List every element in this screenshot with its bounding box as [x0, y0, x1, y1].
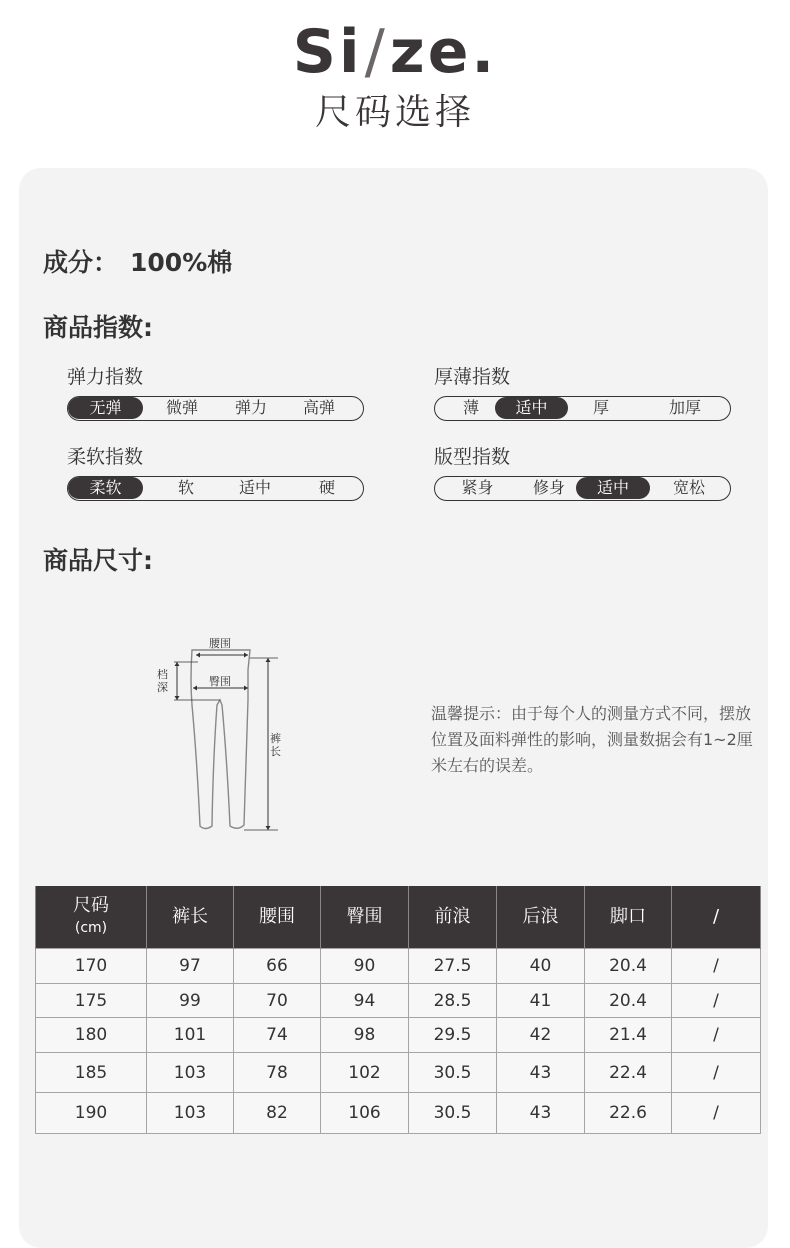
cell: 20.4 [585, 984, 672, 1018]
measurement-tip: 温馨提示：由于每个人的测量方式不同，摆放位置及面料弹性的影响，测量数据会有1~2厘米左右的误差。 [431, 704, 753, 775]
fit-option-moderate[interactable]: 适中 [576, 477, 650, 499]
fit-selector [434, 476, 731, 501]
cell: 175 [36, 984, 147, 1018]
cell: 27.5 [409, 949, 497, 984]
col-front-rise: 前浪 [409, 886, 497, 949]
cell: 74 [234, 1018, 321, 1053]
col-back-rise: 后浪 [497, 886, 585, 949]
cell: 30.5 [409, 1093, 497, 1134]
table-row [36, 1093, 761, 1134]
cell: / [672, 1018, 761, 1053]
page-title: 尺码选择 [314, 92, 475, 133]
cell: 103 [147, 1053, 234, 1093]
title-en-left: Si [292, 17, 363, 87]
title-en-slash: / [364, 17, 388, 87]
composition-value: 100%棉 [130, 248, 233, 277]
pants-outline-icon [150, 630, 290, 840]
size-table [35, 886, 761, 1134]
cell: 70 [234, 984, 321, 1018]
elasticity-selector [67, 396, 364, 421]
cell: 102 [321, 1053, 409, 1093]
col-leg-opening: 脚口 [585, 886, 672, 949]
waist-label: 腰围 [209, 637, 231, 650]
rise-label: 档深 [157, 668, 168, 694]
cell: 30.5 [409, 1053, 497, 1093]
page-header [0, 0, 790, 160]
cell: / [672, 984, 761, 1018]
thickness-option-extra-thick[interactable]: 加厚 [668, 398, 701, 417]
cell: 29.5 [409, 1018, 497, 1053]
col-size [36, 886, 147, 949]
fit-label: 版型指数 [434, 446, 511, 468]
pants-measurement-figure [150, 630, 290, 840]
softness-selector [67, 476, 364, 501]
title-en-right: ze. [389, 17, 498, 87]
cell: 103 [147, 1093, 234, 1134]
softness-option-moderate[interactable]: 适中 [238, 478, 271, 497]
composition [43, 243, 232, 279]
softness-label: 柔软指数 [67, 446, 144, 468]
cell: 180 [36, 1018, 147, 1053]
thickness-label: 厚薄指数 [434, 366, 511, 388]
cell: / [672, 1053, 761, 1093]
elasticity-label: 弹力指数 [67, 366, 144, 388]
cell: 90 [321, 949, 409, 984]
cell: 185 [36, 1053, 147, 1093]
cell: / [672, 1093, 761, 1134]
cell: 170 [36, 949, 147, 984]
cell: 78 [234, 1053, 321, 1093]
softness-option-hard[interactable]: 硬 [318, 478, 335, 497]
cell: 99 [147, 984, 234, 1018]
table-row [36, 949, 761, 984]
cell: 98 [321, 1018, 409, 1053]
cell: 21.4 [585, 1018, 672, 1053]
elasticity-option-medium[interactable]: 弹力 [234, 398, 267, 417]
cell: 97 [147, 949, 234, 984]
softness-option-slightly-soft[interactable]: 软 [177, 478, 194, 497]
fit-option-tight[interactable]: 紧身 [461, 478, 494, 497]
col-waist: 腰围 [234, 886, 321, 949]
cell: 43 [497, 1093, 585, 1134]
table-row [36, 1053, 761, 1093]
cell: 40 [497, 949, 585, 984]
thickness-option-thick[interactable]: 厚 [592, 398, 609, 417]
elasticity-option-slight[interactable]: 微弹 [165, 398, 198, 417]
thickness-option-thin[interactable]: 薄 [462, 398, 479, 417]
cell: 66 [234, 949, 321, 984]
cell: 42 [497, 1018, 585, 1053]
cell: 82 [234, 1093, 321, 1134]
softness-option-soft[interactable]: 柔软 [68, 477, 143, 499]
elasticity-option-high[interactable]: 高弹 [302, 398, 335, 417]
fit-option-slim[interactable]: 修身 [532, 478, 565, 497]
indices-title: 商品指数: [43, 313, 153, 342]
cell: 190 [36, 1093, 147, 1134]
brand-title-en [0, 14, 790, 90]
thickness-option-moderate[interactable]: 适中 [495, 397, 568, 419]
col-length: 裤长 [147, 886, 234, 949]
size-title: 商品尺寸: [43, 546, 153, 575]
fit-option-loose[interactable]: 宽松 [672, 478, 705, 497]
cell: 41 [497, 984, 585, 1018]
cell: 22.4 [585, 1053, 672, 1093]
table-header-row [36, 886, 761, 949]
cell: 22.6 [585, 1093, 672, 1134]
cell: 94 [321, 984, 409, 1018]
cell: 43 [497, 1053, 585, 1093]
col-hip: 臀围 [321, 886, 409, 949]
length-label: 裤长 [270, 732, 281, 758]
elasticity-option-none[interactable]: 无弹 [68, 397, 143, 419]
composition-label: 成分： [43, 248, 119, 277]
col-size-unit: (cm) [74, 920, 108, 936]
cell: 28.5 [409, 984, 497, 1018]
thickness-selector [434, 396, 731, 421]
cell: 20.4 [585, 949, 672, 984]
table-row [36, 984, 761, 1018]
table-row [36, 1018, 761, 1053]
hip-label: 臀围 [209, 675, 231, 688]
cell: 101 [147, 1018, 234, 1053]
col-slash: / [672, 886, 761, 949]
col-size-label: 尺码 [73, 895, 109, 916]
cell: / [672, 949, 761, 984]
cell: 106 [321, 1093, 409, 1134]
